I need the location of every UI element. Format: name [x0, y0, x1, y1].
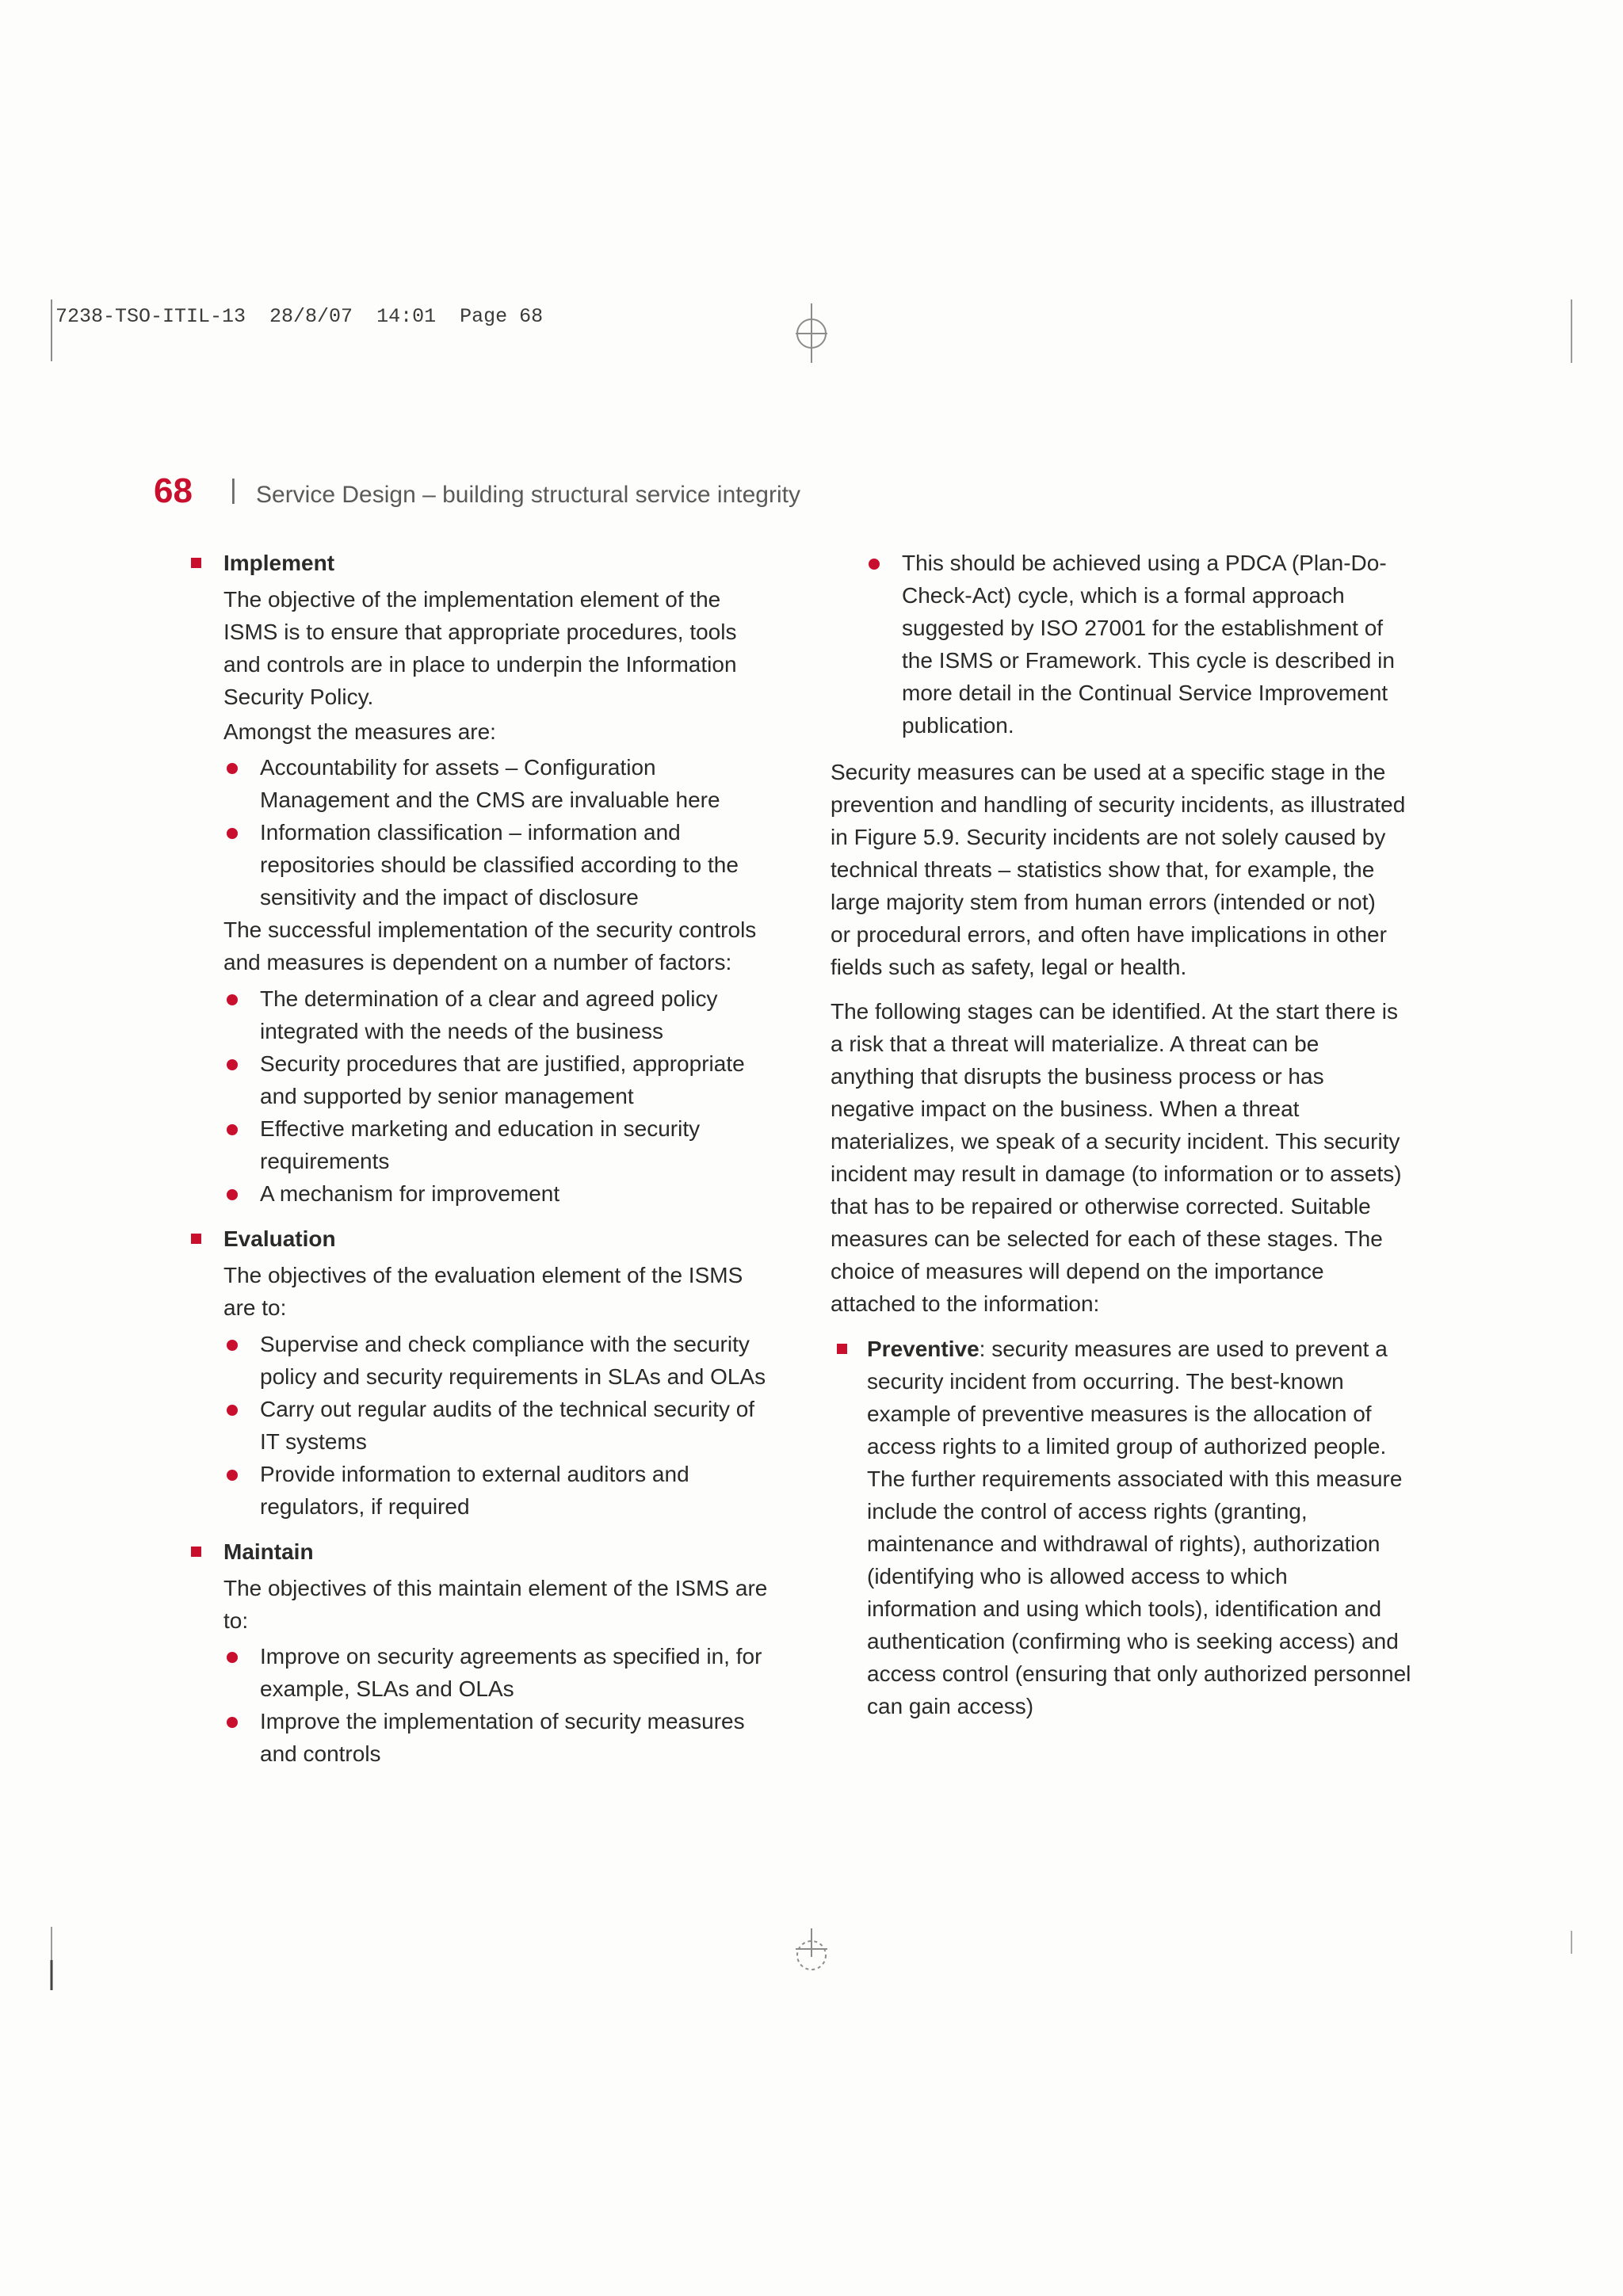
preventive-term: Preventive [867, 1337, 980, 1361]
bullet-icon [227, 1405, 238, 1416]
evaluation-list [223, 1328, 810, 1523]
text-line: Supervise and check compliance with the security [260, 1332, 750, 1356]
text-line: large majority stem from human errors (intended or not) [831, 890, 1376, 914]
text-line: Security measures can be used at a specific stage in the [831, 760, 1386, 784]
square-bullet-icon [191, 1234, 201, 1244]
text-line: The objectives of the evaluation element of the ISMS [223, 1263, 743, 1287]
section-heading-label: Maintain [223, 1539, 314, 1564]
text-line: anything that disrupts the business process or has [831, 1064, 1324, 1089]
measures-lead-paragraph [223, 715, 810, 748]
section-maintain [223, 1535, 810, 1770]
text-line: attached to the information: [831, 1291, 1100, 1316]
left-column [223, 547, 810, 1770]
list-item [223, 982, 810, 1047]
list-item [223, 1112, 810, 1177]
text-line: integrated with the needs of the business [260, 1019, 664, 1043]
text-line: Information classification – information and [260, 820, 681, 845]
registration-mark-top-icon [796, 303, 827, 363]
factors-list [223, 982, 810, 1210]
preventive-item [831, 1333, 1544, 1722]
text-line: access control (ensuring that only authorized personnel [867, 1661, 1411, 1686]
bullet-icon [227, 1340, 238, 1351]
text-line: information and using which tools), identification and [867, 1596, 1382, 1621]
text-line: The objectives of this maintain element of the ISMS are [223, 1576, 768, 1600]
text-line: Improve the implementation of security measures [260, 1709, 745, 1733]
bullet-icon [227, 1059, 238, 1070]
text-line: suggested by ISO 27001 for the establishment of [902, 616, 1384, 640]
section-implement [223, 547, 810, 1210]
maintain-intro-paragraph [223, 1572, 810, 1637]
text-line: can gain access) [867, 1694, 1034, 1718]
text-line: ISMS is to ensure that appropriate procedures, tools [223, 620, 737, 644]
list-item [223, 1640, 810, 1705]
list-item [223, 1458, 810, 1523]
factors-lead-paragraph [223, 913, 810, 978]
list-item [223, 1328, 810, 1393]
text-line: authentication (confirming who is seeking access) and [867, 1629, 1399, 1653]
text-line: Provide information to external auditors and [260, 1462, 689, 1486]
running-head-title: Service Design – building structural service integrity [256, 482, 800, 508]
text-line: measures can be selected for each of these stages. The [831, 1226, 1383, 1251]
stages-paragraph [831, 995, 1544, 1320]
text-line: (identifying who is allowed access to which [867, 1564, 1288, 1589]
text-line: to: [223, 1608, 249, 1633]
text-line: or procedural errors, and often have implications in other [831, 922, 1387, 947]
text-line: choice of measures will depend on the importance [831, 1259, 1324, 1283]
text-line: and supported by senior management [260, 1084, 634, 1108]
text-line: The following stages can be identified. At the start there is [831, 999, 1398, 1024]
text-line: policy and security requirements in SLAs and OLAs [260, 1364, 766, 1389]
bullet-icon [227, 994, 238, 1005]
section-heading [223, 547, 810, 579]
list-item [223, 816, 810, 913]
text-line: fields such as safety, legal or health. [831, 955, 1187, 979]
implement-intro-paragraph [223, 583, 810, 713]
text-line: access rights to a limited group of authorized people. [867, 1434, 1387, 1459]
bullet-icon [227, 828, 238, 839]
registration-mark-bottom-icon [796, 1928, 827, 1970]
text-line [867, 1333, 1544, 1365]
security-measures-paragraph [831, 756, 1544, 983]
list-item [223, 751, 810, 816]
text-line: The further requirements associated with this measure [867, 1466, 1403, 1491]
text-line: regulators, if required [260, 1494, 470, 1519]
text-line: are to: [223, 1295, 287, 1320]
text-line: that has to be repaired or otherwise corrected. Suitable [831, 1194, 1371, 1219]
right-column [831, 547, 1544, 1722]
text-line: IT systems [260, 1429, 367, 1454]
list-item [223, 1047, 810, 1112]
text-line: materializes, we speak of a security incident. This security [831, 1129, 1400, 1154]
text-line: Amongst the measures are: [223, 719, 496, 744]
text-line: Security Policy. [223, 685, 374, 709]
bullet-icon [227, 1717, 238, 1728]
running-head-separator: | [230, 475, 237, 505]
text-line: example of preventive measures is the allocation of [867, 1402, 1372, 1426]
text-line: the ISMS or Framework. This cycle is described in [902, 648, 1395, 673]
text-line: requirements [260, 1149, 390, 1173]
text-line: maintenance and withdrawal of rights), authorization [867, 1531, 1381, 1556]
text-line: repositories should be classified according to the [260, 852, 739, 877]
text-line: Security procedures that are justified, appropriate [260, 1051, 745, 1076]
bullet-icon [869, 559, 880, 570]
pdca-list-item [831, 547, 1544, 742]
text-line: The successful implementation of the security controls [223, 917, 757, 942]
section-heading-label: Implement [223, 551, 335, 575]
registration-circle [797, 1941, 826, 1970]
evaluation-intro-paragraph [223, 1259, 810, 1324]
measures-list [223, 751, 810, 913]
text-line: Effective marketing and education in security [260, 1116, 701, 1141]
print-slug: 7238-TSO-ITIL-13 28/8/07 14:01 Page 68 [55, 305, 544, 328]
text-line: and measures is dependent on a number of factors: [223, 950, 732, 974]
text-line: Carry out regular audits of the technical security of [260, 1397, 755, 1421]
bullet-icon [227, 1652, 238, 1663]
bullet-icon [227, 1189, 238, 1200]
text-line: The objective of the implementation element of the [223, 587, 721, 612]
text-line: Accountability for assets – Configuration [260, 755, 656, 780]
text-line: Management and the CMS are invaluable here [260, 788, 720, 812]
bullet-icon [227, 763, 238, 774]
text-line: and controls [260, 1741, 381, 1766]
text-line: This should be achieved using a PDCA (Plan-Do- [902, 551, 1387, 575]
text-line: prevention and handling of security incidents, as illustrated [831, 792, 1406, 817]
text-line: publication. [902, 713, 1014, 738]
text-line: incident may result in damage (to information or to assets) [831, 1161, 1402, 1186]
text-line: negative impact on the business. When a threat [831, 1097, 1300, 1121]
list-item [223, 1177, 810, 1210]
text-line: A mechanism for improvement [260, 1181, 560, 1206]
bullet-icon [227, 1124, 238, 1135]
square-bullet-icon [191, 1547, 201, 1557]
text-line: technical threats – statistics show that, for example, the [831, 857, 1375, 882]
text-line: example, SLAs and OLAs [260, 1676, 514, 1701]
registration-circle [797, 319, 826, 348]
page-number: 68 [154, 471, 193, 510]
text-line: security incident from occurring. The best-known [867, 1369, 1344, 1394]
text-line: include the control of access rights (granting, [867, 1499, 1308, 1524]
section-heading [223, 1222, 810, 1255]
text-line: The determination of a clear and agreed policy [260, 986, 718, 1011]
text-line: in Figure 5.9. Security incidents are not solely caused by [831, 825, 1386, 849]
list-item [223, 1705, 810, 1770]
square-bullet-icon [191, 558, 201, 568]
square-bullet-icon [837, 1344, 847, 1354]
text-line: Check-Act) cycle, which is a formal approach [902, 583, 1345, 608]
maintain-list [223, 1640, 810, 1770]
section-evaluation [223, 1222, 810, 1523]
preventive-first-line-text: : security measures are used to prevent a [979, 1337, 1388, 1361]
text-line: Improve on security agreements as specified in, for [260, 1644, 762, 1669]
bullet-icon [227, 1470, 238, 1481]
section-heading-label: Evaluation [223, 1226, 336, 1251]
list-item [223, 1393, 810, 1458]
text-line: more detail in the Continual Service Improvement [902, 681, 1388, 705]
text-line: sensitivity and the impact of disclosure [260, 885, 639, 910]
section-heading [223, 1535, 810, 1568]
text-line: and controls are in place to underpin the Information [223, 652, 737, 677]
text-line: a risk that a threat will materialize. A threat can be [831, 1032, 1319, 1056]
